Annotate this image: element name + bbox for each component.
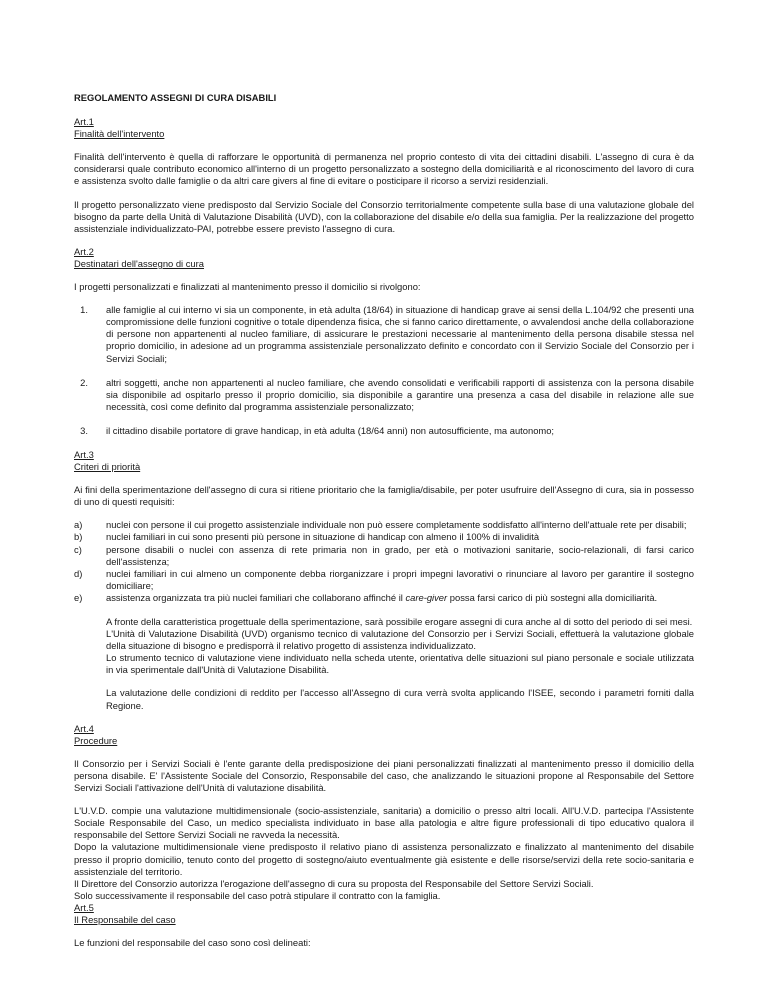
article-3-note-block xyxy=(106,616,694,676)
list-item-text: nuclei familiari in cui sono presenti più persone in situazione di handicap con almeno il 100% di invalidità xyxy=(106,531,540,543)
article-3-notes xyxy=(74,616,694,712)
article-2-heading: Destinatari dell'assegno di cura xyxy=(74,257,204,269)
article-4-header xyxy=(74,723,694,747)
list-item xyxy=(74,592,694,604)
article-3-list xyxy=(74,519,694,604)
list-item-number: 1. xyxy=(80,304,88,316)
article-4-paragraph-1: Il Consorzio per i Servizi Sociali è l'ente garante della predisposizione dei piani personalizzati finalizzati al mantenimento presso il domicilio della persona disabile. E' l'Assistente Sociale del Consorzio, Responsabile del caso, che analizzando le situazioni propone al Responsabile del Settore Servizi Sociali l'attivazione dell'Unità di valutazione disabilità. xyxy=(74,757,694,794)
article-4-line-1: L'U.V.D. compie una valutazione multidimensionale (socio-assistenziale, sanitaria) a domicilio o presso altri locali. All'U.V.D. partecipa l'Assistente Sociale Responsabile del Caso, un medico specialista individuato in base alla patologia e altre figure professionali di tipo educativo qualora il responsabile del Settore Servizi Sociali ne ravveda la necessità. xyxy=(74,805,694,841)
list-item xyxy=(74,304,694,364)
article-2-header xyxy=(74,246,694,270)
article-2-intro: I progetti personalizzati e finalizzati al mantenimento presso il domicilio si rivolgono: xyxy=(74,281,421,293)
list-item-text: alle famiglie al cui interno vi sia un componente, in età adulta (18/64) in situazione di handicap grave ai sensi della L.104/92 che presenti una compromissione delle funzioni cognitive o totale dipendenza fisica, che si fanno carico direttamente, o avvalendosi anche della collaborazione di persone non appartenenti al nucleo familiare, di assicurare le prestazioni necessarie al mantenimento della persona disabile stessa nel proprio domicilio, in adesione ad un programma assistenziale personalizzato definito e concordato con il Servizio Sociale del Consorzio per i Servizi Sociali; xyxy=(106,304,694,364)
list-item-letter: b) xyxy=(74,531,83,543)
list-item-letter: e) xyxy=(74,591,83,603)
article-5-intro: Le funzioni del responsabile del caso sono così delineati: xyxy=(74,937,311,949)
article-1-heading: Finalità dell'intervento xyxy=(74,128,165,140)
article-4-heading: Procedure xyxy=(74,734,118,746)
article-3-intro: Ai fini della sperimentazione dell'assegno di cura si ritiene prioritario che la famiglia/disabile, per poter usufruire dell'Assegno di cura, sia in possesso di uno di questi requisiti: xyxy=(74,484,694,508)
article-2-list xyxy=(74,304,694,437)
article-1-paragraph-1: Finalità dell'intervento è quella di rafforzare le opportunità di permanenza nel proprio contesto di vita dei cittadini disabili. L'assegno di cura è da considerarsi quale contributo economico all'interno di un progetto personalizzato a sostegno della domiciliarità e al riconoscimento del lavoro di cura e assistenza svolto dalle famiglie o da altri care givers al fine di evitare o posticipare il ricorso a servizi residenziali. xyxy=(74,151,694,187)
list-item-text: persone disabili o nuclei con assenza di rete primaria non in grado, per età o motivazioni sanitarie, socio-relazionali, di farsi carico dell'assistenza; xyxy=(106,543,694,567)
list-item-number: 2. xyxy=(80,376,88,388)
list-item-letter: a) xyxy=(74,519,83,531)
list-item xyxy=(74,519,694,531)
list-item-text-emphasis: care-giver xyxy=(405,591,448,603)
list-item xyxy=(74,425,694,437)
article-4-line-4: Solo successivamente il responsabile del caso potrà stipulare il contratto con la famiglia. xyxy=(74,889,441,901)
article-5-heading: Il Responsabile del caso xyxy=(74,913,176,925)
article-1-paragraph-2: Il progetto personalizzato viene predisposto dal Servizio Sociale del Consorzio territorialmente competente sulla base di una valutazione globale del bisogno da parte della Unità di Valutazione Disabilità (UVD), con la collaborazione del disabile e/o della sua famiglia. Per la realizzazione del progetto assistenziale individualizzato-PAI, potrebbe essere previsto l'assegno di cura. xyxy=(74,198,694,234)
document-page xyxy=(74,92,694,960)
document-title: REGOLAMENTO ASSEGNI DI CURA DISABILI xyxy=(74,92,277,103)
article-3-header xyxy=(74,449,694,473)
list-item-text: altri soggetti, anche non appartenenti al nucleo familiare, che avendo consolidati e verificabili rapporti di assistenza con la persona disabile sia disponibile ad ospitarlo presso il proprio domicilio, sia disponibile a garantire una presenza a casa del disabile in relazione alle sue necessità, così come definito dal programma assistenziale personalizzato; xyxy=(106,376,694,412)
article-3-note-line-1: A fronte della caratteristica progettuale della sperimentazione, sarà possibile erogare assegni di cura anche al di sotto del periodo di sei mesi. xyxy=(106,616,693,627)
article-1-number: Art.1 xyxy=(74,116,94,128)
list-item xyxy=(74,568,694,592)
article-3-isee-paragraph: La valutazione delle condizioni di reddito per l'accesso all'Assegno di cura verrà svolta applicando l'ISEE, secondo i parametri forniti dalla Regione. xyxy=(106,687,694,711)
list-item-text: nuclei familiari in cui almeno un componente debba riorganizzare i propri impegni lavorativi o rinunciare al lavoro per garantire il sostegno domiciliare; xyxy=(106,567,694,591)
list-item-letter: c) xyxy=(74,543,82,555)
list-item-letter: d) xyxy=(74,567,83,579)
list-item-text: il cittadino disabile portatore di grave handicap, in età adulta (18/64 anni) non autosufficiente, ma autonomo; xyxy=(106,424,555,436)
article-4-number: Art.4 xyxy=(74,722,94,734)
article-3-note-line-3: Lo strumento tecnico di valutazione viene individuato nella scheda utente, orientativa delle situazioni sul piano personale e sociale utilizzata in via sperimentale dall'Unità di Valutazione Disabilità. xyxy=(106,652,694,676)
article-5-number: Art.5 xyxy=(74,901,94,913)
article-4-line-3: Il Direttore del Consorzio autorizza l'erogazione dell'assegno di cura su proposta del Responsabile del Settore Servizi Sociali. xyxy=(74,877,594,889)
article-1-header xyxy=(74,116,694,140)
list-item xyxy=(74,377,694,413)
article-4-line-2: Dopo la valutazione multidimensionale viene predisposto il relativo piano di assistenza personalizzato e finalizzato al mantenimento del disabile presso il proprio domicilio, tenuto conto del progetto di sostegno/aiuto eventualmente già esistente e delle risorse/servizi della rete socio-sanitaria e assistenziale del territorio. xyxy=(74,841,694,877)
list-item-number: 3. xyxy=(80,424,88,436)
list-item-text-pre: assistenza organizzata tra più nuclei familiari che collaborano affinché il xyxy=(106,591,406,603)
article-3-number: Art.3 xyxy=(74,448,94,460)
list-item xyxy=(74,544,694,568)
list-item-text: nuclei con persone il cui progetto assistenziale individuale non può essere completamente soddisfatto all'interno dell'attuale rete per disabili; xyxy=(106,519,687,531)
list-item xyxy=(74,531,694,543)
article-5-header xyxy=(74,902,694,926)
article-3-heading: Criteri di priorità xyxy=(74,461,141,473)
list-item-text-post: possa farsi carico di più sostegni alla domiciliarità. xyxy=(447,591,658,603)
article-4-paragraph-2 xyxy=(74,805,694,902)
article-2-number: Art.2 xyxy=(74,245,94,257)
article-3-note-line-2: L'Unità di Valutazione Disabilità (UVD) organismo tecnico di valutazione del Consorzio per i Servizi Sociali, effettuerà la valutazione globale della situazione di bisogno e predisporrà il relativo progetto di assistenza individualizzato. xyxy=(106,628,694,652)
